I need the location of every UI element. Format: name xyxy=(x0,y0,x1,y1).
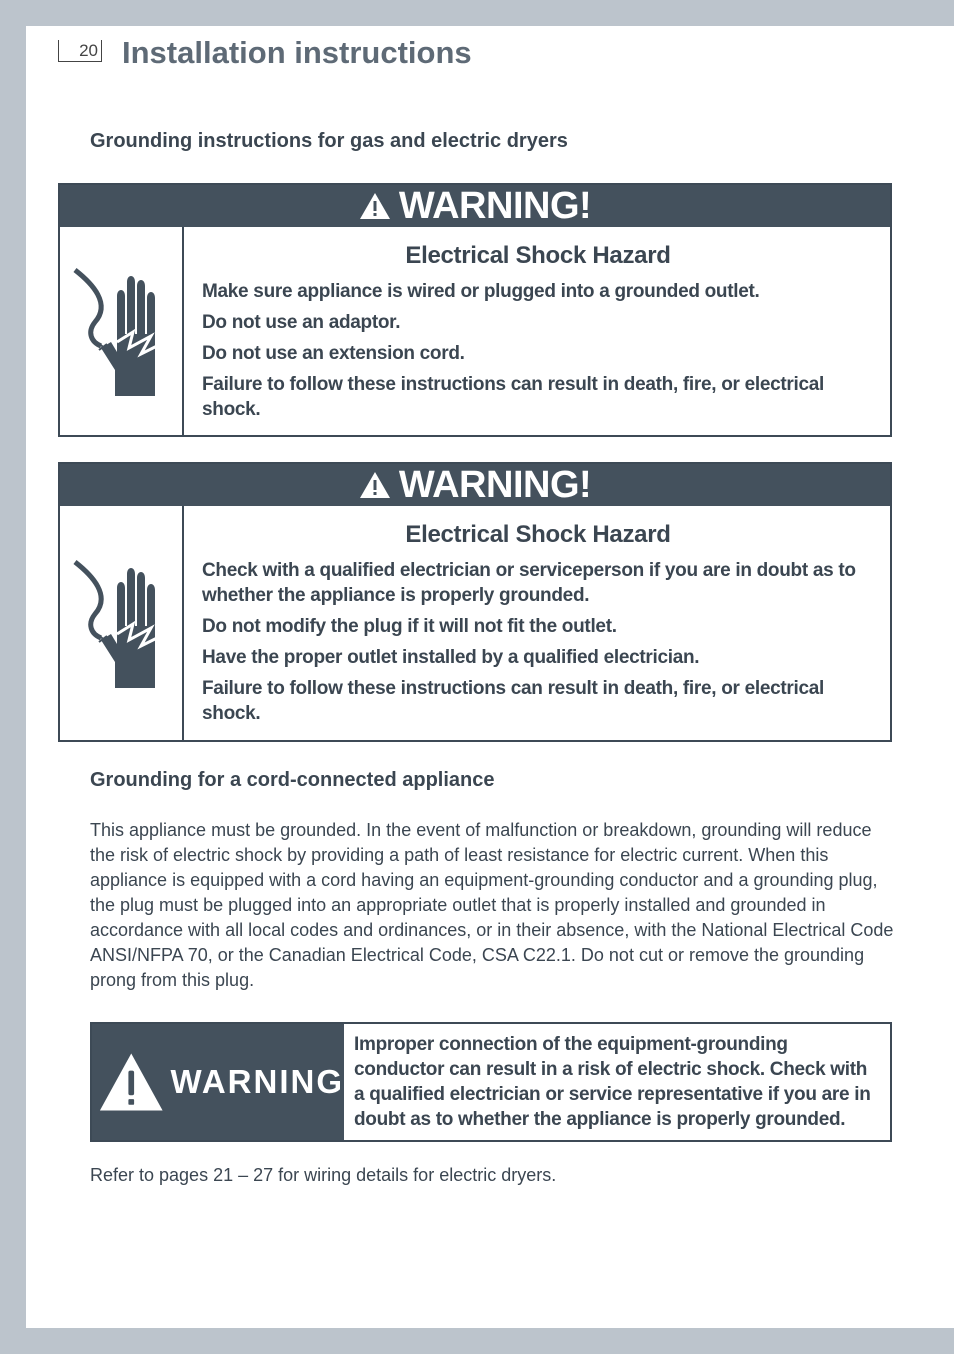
warning-line: Failure to follow these instructions can result in death, fire, or electrical shock. xyxy=(202,374,824,420)
warning-box-3 xyxy=(90,1022,892,1142)
warning-line: Failure to follow these instructions can result in death, fire, or electrical shock. xyxy=(202,678,824,724)
warning-text-2 xyxy=(184,506,890,740)
warning-line: Make sure appliance is wired or plugged into a grounded outlet. xyxy=(202,281,760,302)
manual-page xyxy=(26,26,954,1328)
warning-header-1 xyxy=(60,185,890,227)
warning-label-panel xyxy=(92,1024,344,1140)
page-title: Installation instructions xyxy=(122,35,472,70)
electric-shock-hand-icon xyxy=(71,266,171,396)
warning-header-text: WARNING! xyxy=(398,463,592,506)
grounding-heading: Grounding instructions for gas and electric dryers xyxy=(90,130,568,152)
warning-text-1 xyxy=(184,227,890,435)
warning-line: Do not use an adaptor. xyxy=(202,312,401,333)
grounding-paragraph: This appliance must be grounded. In the event of malfunction or breakdown, grounding will reduce the risk of electric shock by providing a path of least resistance for electric current. When this appliance is equipped with a cord having an equipment-grounding conductor and a grounding plug, the plug must be plugged into an appropriate outlet that is properly installed and grounded in accordance with all local codes and ordinances, or in their absence, with the National Electrical Code ANSI/NFPA 70, or the Canadian Electrical Code, CSA C22.1. Do not cut or remove the grounding prong from this plug. xyxy=(90,820,894,990)
electric-shock-hand-icon xyxy=(71,558,171,688)
cord-heading: Grounding for a cord-connected appliance xyxy=(90,769,495,791)
hazard-title: Electrical Shock Hazard xyxy=(405,242,671,269)
warning-header-text: WARNING! xyxy=(398,184,592,227)
warning-box-2 xyxy=(58,462,892,742)
warning-label: WARNING xyxy=(170,1063,344,1100)
warning-line: Do not modify the plug if it will not fit the outlet. xyxy=(202,616,617,637)
shock-hazard-cell xyxy=(60,506,184,740)
warning-header-2 xyxy=(60,464,890,506)
page-number: 20 xyxy=(58,40,102,62)
warning-box-1 xyxy=(58,183,892,437)
shock-hazard-cell xyxy=(60,227,184,435)
warning-line: Do not use an extension cord. xyxy=(202,343,465,364)
hazard-title: Electrical Shock Hazard xyxy=(405,521,671,548)
footer-note: Refer to pages 21 – 27 for wiring details for electric dryers. xyxy=(90,1165,557,1185)
warning-message: Improper connection of the equipment-grounding conductor can result in a risk of electric shock. Check with a qualified electrician or service representative if you are in doubt as to whether the appliance is properly grounded. xyxy=(354,1034,871,1130)
warning-triangle-icon xyxy=(359,192,391,220)
warning-triangle-icon xyxy=(98,1050,165,1114)
warning-triangle-icon xyxy=(359,471,391,499)
warning-line: Check with a qualified electrician or serviceperson if you are in doubt as to whether the appliance is properly grounded. xyxy=(202,560,856,606)
warning-line: Have the proper outlet installed by a qualified electrician. xyxy=(202,647,700,668)
